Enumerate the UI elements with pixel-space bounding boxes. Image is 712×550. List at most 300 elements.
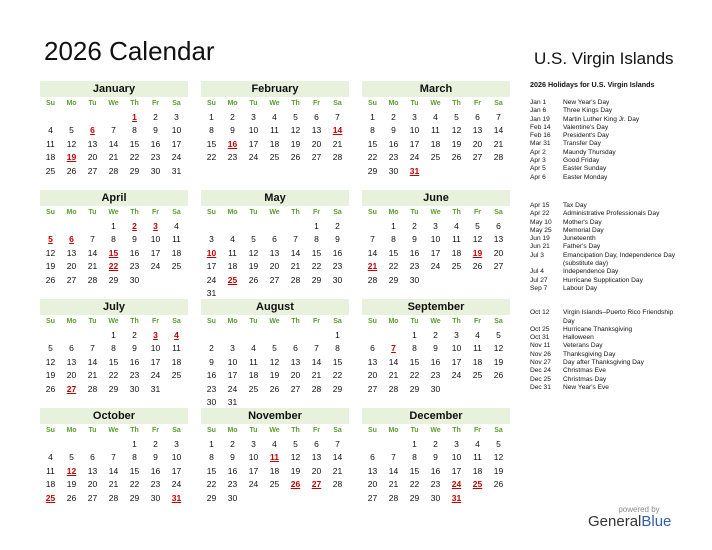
day-cell: 28 xyxy=(388,383,399,394)
holiday-date: Jan 1 xyxy=(530,99,547,106)
weekday-label: Th xyxy=(452,427,461,434)
day-cell: 25 xyxy=(430,152,441,163)
weekday-label: Tu xyxy=(88,209,97,216)
day-cell: 24 xyxy=(150,261,161,272)
day-cell: 4 xyxy=(48,452,53,463)
weekday-label: Sa xyxy=(494,318,503,325)
holiday-day-cell: 21 xyxy=(367,261,378,272)
holiday-item xyxy=(530,132,680,140)
day-cell: 11 xyxy=(46,138,55,149)
day-cell: 15 xyxy=(206,465,217,476)
weekday-label: Fr xyxy=(313,100,320,107)
day-cell: 5 xyxy=(293,439,298,449)
holiday-day-cell: 22 xyxy=(108,261,119,272)
empty-day-cell xyxy=(467,165,488,178)
empty-day-cell xyxy=(61,111,82,124)
day-cell: 13 xyxy=(269,247,280,258)
day-cell: 26 xyxy=(493,370,504,381)
weekday-label: Sa xyxy=(172,427,181,434)
weekday-label: Su xyxy=(46,318,55,325)
empty-day-cell xyxy=(488,383,509,396)
holiday-item xyxy=(530,107,680,115)
day-cell: 10 xyxy=(171,452,182,463)
day-cell: 13 xyxy=(66,356,77,367)
holiday-date: Dec 25 xyxy=(530,375,551,383)
holiday-date: Oct 12 xyxy=(530,309,550,317)
month-title: April xyxy=(40,190,188,206)
holiday-day-cell: 15 xyxy=(108,247,119,258)
day-cell: 13 xyxy=(290,356,301,367)
day-cell: 29 xyxy=(108,383,119,394)
holiday-item xyxy=(530,309,680,326)
day-cell: 15 xyxy=(129,138,140,149)
day-cell: 8 xyxy=(412,343,417,354)
weekday-label: Tu xyxy=(249,318,258,325)
month-title: May xyxy=(201,190,349,206)
day-cell: 17 xyxy=(451,356,462,367)
weekday-label: We xyxy=(108,209,119,216)
holiday-item xyxy=(530,227,680,235)
month-march xyxy=(362,81,510,178)
holiday-item xyxy=(530,202,680,210)
brand-name-a: General xyxy=(588,513,642,530)
holiday-date: Nov 27 xyxy=(530,359,551,367)
region-name: U.S. Virgin Islands xyxy=(534,49,674,68)
day-cell: 22 xyxy=(206,479,217,490)
day-cell: 5 xyxy=(496,330,501,340)
month-title: September xyxy=(362,299,510,315)
day-cell: 10 xyxy=(451,343,462,354)
holiday-item xyxy=(530,342,680,350)
day-cell: 8 xyxy=(132,452,137,463)
day-cell: 7 xyxy=(391,452,396,463)
weekday-label: Su xyxy=(368,318,377,325)
holiday-name: Christmas Day xyxy=(563,375,607,383)
day-cell: 15 xyxy=(409,356,420,367)
day-cell: 13 xyxy=(472,125,483,136)
weekday-label: Fr xyxy=(474,427,481,434)
day-cell: 5 xyxy=(496,439,501,449)
holiday-date: Apr 2 xyxy=(530,148,546,156)
holiday-name: Three Kings Day xyxy=(563,107,613,115)
day-cell: 17 xyxy=(171,138,182,149)
holiday-name: Memorial Day xyxy=(563,226,604,234)
weekday-label: We xyxy=(430,318,441,325)
holiday-date: Dec 31 xyxy=(530,383,551,391)
day-cell: 22 xyxy=(409,479,420,490)
day-cell: 9 xyxy=(391,125,396,136)
day-cell: 18 xyxy=(269,465,280,476)
weekday-label: Th xyxy=(452,318,461,325)
day-cell: 29 xyxy=(332,383,343,394)
day-cell: 17 xyxy=(171,465,182,476)
day-cell: 21 xyxy=(108,479,119,490)
day-cell: 9 xyxy=(412,234,417,245)
day-cell: 26 xyxy=(493,479,504,490)
day-cell: 16 xyxy=(332,247,343,258)
day-cell: 6 xyxy=(370,343,375,354)
weekday-header xyxy=(201,426,349,436)
holiday-name: President's Day xyxy=(563,132,609,140)
day-cell: 11 xyxy=(172,343,181,354)
day-cell: 2 xyxy=(335,221,340,231)
day-cell: 22 xyxy=(108,370,119,381)
weekday-label: We xyxy=(430,427,441,434)
day-cell: 4 xyxy=(48,125,53,136)
day-cell: 12 xyxy=(45,356,56,367)
holiday-name: Hurricane Thanksgiving xyxy=(563,325,633,333)
day-cell: 1 xyxy=(391,221,396,231)
empty-day-cell xyxy=(488,165,509,178)
day-cell: 2 xyxy=(209,343,214,354)
empty-day-cell xyxy=(103,438,124,451)
day-cell: 23 xyxy=(150,152,161,163)
day-cell: 8 xyxy=(111,343,116,354)
day-cell: 13 xyxy=(311,125,322,136)
day-cell: 25 xyxy=(451,261,462,272)
weekday-label: Th xyxy=(291,318,300,325)
day-cell: 21 xyxy=(493,138,504,149)
day-cell: 26 xyxy=(66,165,77,176)
day-cell: 20 xyxy=(66,370,77,381)
weekday-label: Tu xyxy=(410,100,419,107)
day-cell: 25 xyxy=(45,165,56,176)
day-cell: 2 xyxy=(433,439,438,449)
day-cell: 1 xyxy=(412,330,417,340)
day-cell: 21 xyxy=(311,370,322,381)
day-cell: 6 xyxy=(90,452,95,463)
day-cell: 3 xyxy=(412,112,417,122)
day-cell: 1 xyxy=(412,439,417,449)
empty-day-cell xyxy=(362,438,383,451)
day-cell: 15 xyxy=(129,465,140,476)
weekday-label: Su xyxy=(207,427,216,434)
day-cell: 28 xyxy=(493,152,504,163)
day-cell: 24 xyxy=(150,370,161,381)
holiday-item xyxy=(530,165,680,173)
day-cell: 2 xyxy=(391,112,396,122)
day-cell: 8 xyxy=(132,125,137,136)
day-cell: 13 xyxy=(66,247,77,258)
holiday-date: Jul 27 xyxy=(530,276,548,284)
day-cell: 9 xyxy=(209,356,214,367)
holiday-day-cell: 31 xyxy=(451,492,462,503)
day-cell: 19 xyxy=(493,356,504,367)
day-cell: 14 xyxy=(388,465,399,476)
holiday-name: Halloween xyxy=(563,334,594,342)
day-cell: 23 xyxy=(332,261,343,272)
day-grid xyxy=(40,329,188,396)
day-cell: 9 xyxy=(132,234,137,245)
weekday-label: We xyxy=(269,427,280,434)
holiday-date: Apr 22 xyxy=(530,210,550,218)
day-grid xyxy=(362,111,510,178)
day-cell: 4 xyxy=(272,439,277,449)
month-title: March xyxy=(362,81,510,97)
empty-day-cell xyxy=(61,438,82,451)
day-cell: 22 xyxy=(409,370,420,381)
day-cell: 21 xyxy=(332,465,343,476)
day-cell: 19 xyxy=(45,370,56,381)
holiday-date: Jun 19 xyxy=(530,235,550,243)
holiday-day-cell: 10 xyxy=(206,247,217,258)
day-cell: 10 xyxy=(451,452,462,463)
day-cell: 25 xyxy=(269,479,280,490)
holiday-day-cell: 5 xyxy=(48,234,53,245)
day-cell: 30 xyxy=(150,165,161,176)
day-cell: 1 xyxy=(111,221,116,231)
empty-day-cell xyxy=(264,220,285,233)
weekday-label: Tu xyxy=(88,100,97,107)
day-cell: 29 xyxy=(367,165,378,176)
day-cell: 15 xyxy=(409,465,420,476)
day-cell: 18 xyxy=(45,479,56,490)
day-cell: 8 xyxy=(412,452,417,463)
month-title: January xyxy=(40,81,188,97)
holiday-item xyxy=(530,99,680,107)
holiday-day-cell: 27 xyxy=(311,479,322,490)
day-cell: 1 xyxy=(370,112,375,122)
month-november xyxy=(201,408,349,505)
empty-day-cell xyxy=(306,329,327,342)
empty-day-cell xyxy=(222,220,243,233)
weekday-label: Fr xyxy=(152,100,159,107)
day-cell: 27 xyxy=(87,492,98,503)
day-cell: 19 xyxy=(66,479,77,490)
day-cell: 27 xyxy=(472,152,483,163)
holiday-day-cell: 31 xyxy=(409,165,420,176)
empty-day-cell xyxy=(82,438,103,451)
day-grid xyxy=(362,329,510,396)
day-cell: 11 xyxy=(473,452,482,463)
day-cell: 12 xyxy=(472,234,483,245)
holiday-item xyxy=(530,326,680,334)
day-cell: 25 xyxy=(171,370,182,381)
holiday-item xyxy=(530,149,680,157)
day-cell: 23 xyxy=(409,261,420,272)
weekday-header xyxy=(362,317,510,327)
day-cell: 11 xyxy=(431,125,440,136)
weekday-label: Fr xyxy=(152,427,159,434)
holiday-item xyxy=(530,359,680,367)
holiday-name: Independence Day xyxy=(563,268,619,276)
day-cell: 28 xyxy=(108,165,119,176)
empty-day-cell xyxy=(166,274,187,287)
holiday-name: Labour Day xyxy=(563,284,598,292)
month-title: February xyxy=(201,81,349,97)
day-cell: 20 xyxy=(66,261,77,272)
holiday-group-spacer xyxy=(530,293,680,309)
day-cell: 9 xyxy=(132,343,137,354)
weekday-label: Fr xyxy=(474,209,481,216)
day-cell: 30 xyxy=(409,274,420,285)
day-cell: 27 xyxy=(290,383,301,394)
day-cell: 29 xyxy=(129,492,140,503)
day-cell: 12 xyxy=(493,343,504,354)
day-cell: 19 xyxy=(290,465,301,476)
empty-day-cell xyxy=(285,220,306,233)
day-cell: 20 xyxy=(311,138,322,149)
month-title: November xyxy=(201,408,349,424)
day-cell: 18 xyxy=(171,356,182,367)
day-cell: 18 xyxy=(451,247,462,258)
day-cell: 28 xyxy=(388,492,399,503)
holiday-item xyxy=(530,367,680,375)
day-cell: 5 xyxy=(293,112,298,122)
day-cell: 24 xyxy=(248,479,259,490)
empty-day-cell xyxy=(61,329,82,342)
day-cell: 4 xyxy=(272,112,277,122)
day-cell: 8 xyxy=(111,234,116,245)
day-cell: 24 xyxy=(206,274,217,285)
weekday-label: Su xyxy=(46,209,55,216)
day-cell: 25 xyxy=(248,383,259,394)
day-cell: 14 xyxy=(290,247,301,258)
weekday-label: Su xyxy=(207,209,216,216)
day-cell: 8 xyxy=(314,234,319,245)
day-cell: 25 xyxy=(171,261,182,272)
empty-day-cell xyxy=(201,329,222,342)
holiday-name: Emancipation Day, Independence Day (substitute day) xyxy=(563,251,676,268)
holiday-name: Day after Thanksgiving Day xyxy=(563,359,644,367)
holiday-item xyxy=(530,376,680,384)
weekday-label: Mo xyxy=(227,318,238,325)
weekday-label: We xyxy=(269,209,280,216)
day-cell: 25 xyxy=(472,370,483,381)
empty-day-cell xyxy=(243,220,264,233)
weekday-label: Su xyxy=(207,318,216,325)
day-cell: 26 xyxy=(66,492,77,503)
weekday-label: We xyxy=(269,100,280,107)
day-cell: 17 xyxy=(248,138,259,149)
weekday-label: We xyxy=(430,100,441,107)
brand-name-b: Blue xyxy=(641,513,672,530)
day-cell: 7 xyxy=(90,343,95,354)
holiday-name: Father's Day xyxy=(563,243,601,251)
day-cell: 29 xyxy=(206,492,217,503)
day-cell: 13 xyxy=(493,234,504,245)
holiday-day-cell: 27 xyxy=(66,383,77,394)
day-cell: 7 xyxy=(111,125,116,136)
holiday-item xyxy=(530,334,680,342)
empty-day-cell xyxy=(201,220,222,233)
holiday-day-cell: 24 xyxy=(451,479,462,490)
weekday-label: Th xyxy=(130,209,139,216)
weekday-label: Sa xyxy=(494,100,503,107)
weekday-header xyxy=(201,208,349,218)
day-cell: 4 xyxy=(174,221,179,231)
weekday-label: Mo xyxy=(227,100,238,107)
holiday-name: Juneteenth xyxy=(563,235,596,243)
day-cell: 16 xyxy=(430,465,441,476)
weekday-header xyxy=(201,317,349,327)
empty-day-cell xyxy=(488,492,509,505)
weekday-label: Th xyxy=(291,427,300,434)
holiday-item xyxy=(530,124,680,132)
day-cell: 4 xyxy=(454,221,459,231)
holiday-date: Apr 6 xyxy=(530,173,546,181)
day-cell: 19 xyxy=(248,261,259,272)
holiday-list xyxy=(530,81,680,392)
weekday-label: Tu xyxy=(410,318,419,325)
weekday-label: Su xyxy=(46,100,55,107)
day-cell: 19 xyxy=(45,261,56,272)
holiday-item xyxy=(530,351,680,359)
day-cell: 9 xyxy=(433,343,438,354)
month-june xyxy=(362,190,510,287)
day-cell: 22 xyxy=(129,152,140,163)
weekday-label: Tu xyxy=(249,100,258,107)
day-cell: 29 xyxy=(388,274,399,285)
holiday-name: Easter Monday xyxy=(563,173,608,181)
day-cell: 9 xyxy=(230,125,235,136)
month-may xyxy=(201,190,349,300)
empty-day-cell xyxy=(82,329,103,342)
day-cell: 11 xyxy=(473,343,482,354)
month-title: July xyxy=(40,299,188,315)
day-cell: 30 xyxy=(206,396,217,407)
day-cell: 22 xyxy=(367,152,378,163)
holiday-name: Easter Sunday xyxy=(563,165,607,173)
powered-by-text: powered by xyxy=(618,505,660,514)
holiday-date: Mar 31 xyxy=(530,140,551,148)
weekday-label: We xyxy=(108,318,119,325)
day-cell: 12 xyxy=(290,452,301,463)
day-cell: 29 xyxy=(409,492,420,503)
day-cell: 19 xyxy=(493,465,504,476)
holiday-day-cell: 6 xyxy=(69,234,74,245)
holiday-name: Maundy Thursday xyxy=(563,148,616,156)
day-cell: 23 xyxy=(206,383,217,394)
day-cell: 31 xyxy=(171,165,182,176)
holiday-name: Valentine's Day xyxy=(563,123,609,131)
holiday-day-cell: 11 xyxy=(270,452,279,463)
day-cell: 9 xyxy=(335,234,340,245)
day-cell: 14 xyxy=(493,125,504,136)
day-cell: 11 xyxy=(249,356,258,367)
day-cell: 24 xyxy=(248,152,259,163)
weekday-label: Mo xyxy=(388,209,399,216)
day-cell: 10 xyxy=(430,234,441,245)
weekday-label: Sa xyxy=(333,318,342,325)
day-cell: 23 xyxy=(227,479,238,490)
day-cell: 26 xyxy=(472,261,483,272)
empty-day-cell xyxy=(285,492,306,505)
weekday-label: Fr xyxy=(152,318,159,325)
holiday-day-cell: 25 xyxy=(227,274,238,285)
day-cell: 4 xyxy=(475,439,480,449)
day-cell: 17 xyxy=(248,465,259,476)
day-cell: 14 xyxy=(108,465,119,476)
holiday-day-cell: 25 xyxy=(472,479,483,490)
holiday-item xyxy=(530,210,680,218)
weekday-label: Tu xyxy=(88,427,97,434)
day-cell: 10 xyxy=(171,125,182,136)
day-cell: 28 xyxy=(332,479,343,490)
weekday-label: Sa xyxy=(494,427,503,434)
day-cell: 17 xyxy=(150,247,161,258)
day-cell: 21 xyxy=(108,152,119,163)
day-cell: 16 xyxy=(409,247,420,258)
day-cell: 17 xyxy=(409,138,420,149)
day-cell: 24 xyxy=(171,479,182,490)
holiday-day-cell: 3 xyxy=(153,330,158,340)
day-cell: 4 xyxy=(475,330,480,340)
weekday-label: Sa xyxy=(333,427,342,434)
day-cell: 20 xyxy=(311,465,322,476)
empty-day-cell xyxy=(306,492,327,505)
empty-day-cell xyxy=(243,492,264,505)
